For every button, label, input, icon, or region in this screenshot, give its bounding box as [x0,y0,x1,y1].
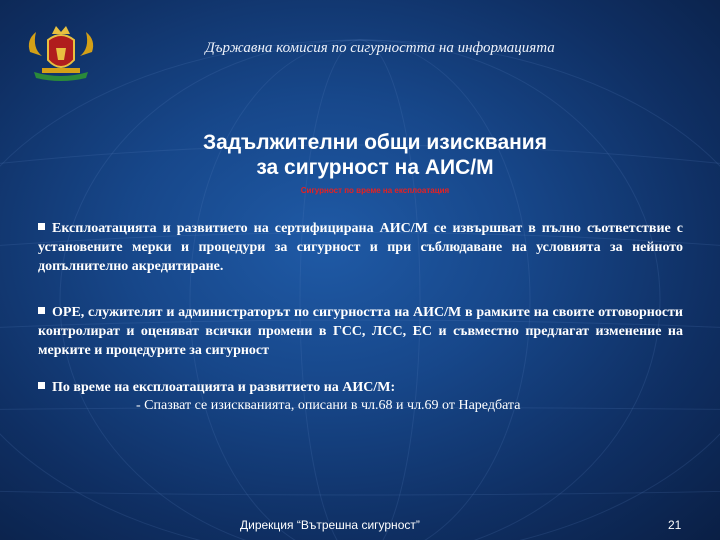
bullet-text-1: Експлоатацията и развитието на сертифицирана АИС/М се извършват в пълно съответствие с установените мерки и процедури за сигурност и при съблюдаване на условията за нейното допълнително акредитиране. [38,221,683,274]
bullet-text-3: По време на експлоатацията и развитието на АИС/М: [52,380,396,395]
square-bullet-icon [38,307,45,314]
sub-item-text: - Спазват се изискванията, описани в чл.68 и чл.69 от Наредбата [136,398,521,413]
slide-title-line-1: Задължителни общи изисквания [203,131,547,154]
organization-title: Държавна комисия по сигурността на информацията [205,40,555,56]
bullet-paragraph-1 [38,219,683,276]
bullet-paragraph-2 [38,303,683,360]
slide-subtitle: Сигурност по време на експлоатация [300,186,450,195]
coat-of-arms-icon [22,22,100,84]
slide-title [150,130,600,180]
slide-title-line-2: за сигурност на АИС/М [256,156,494,179]
square-bullet-icon [38,382,45,389]
bullet-paragraph-3 [38,378,683,397]
footer-directorate: Дирекция “Вътрешна сигурност” [240,518,420,532]
page-number: 21 [668,518,682,532]
bullet-text-2: ОРЕ, служителят и администраторът по сигурността на АИС/М в рамките на своите отговорности контролират и оценяват всички промени в ГСС, ЛСС, ЕС и съвместно предлагат изменение на мерките и процедурите за сигурност [38,305,683,358]
square-bullet-icon [38,223,45,230]
